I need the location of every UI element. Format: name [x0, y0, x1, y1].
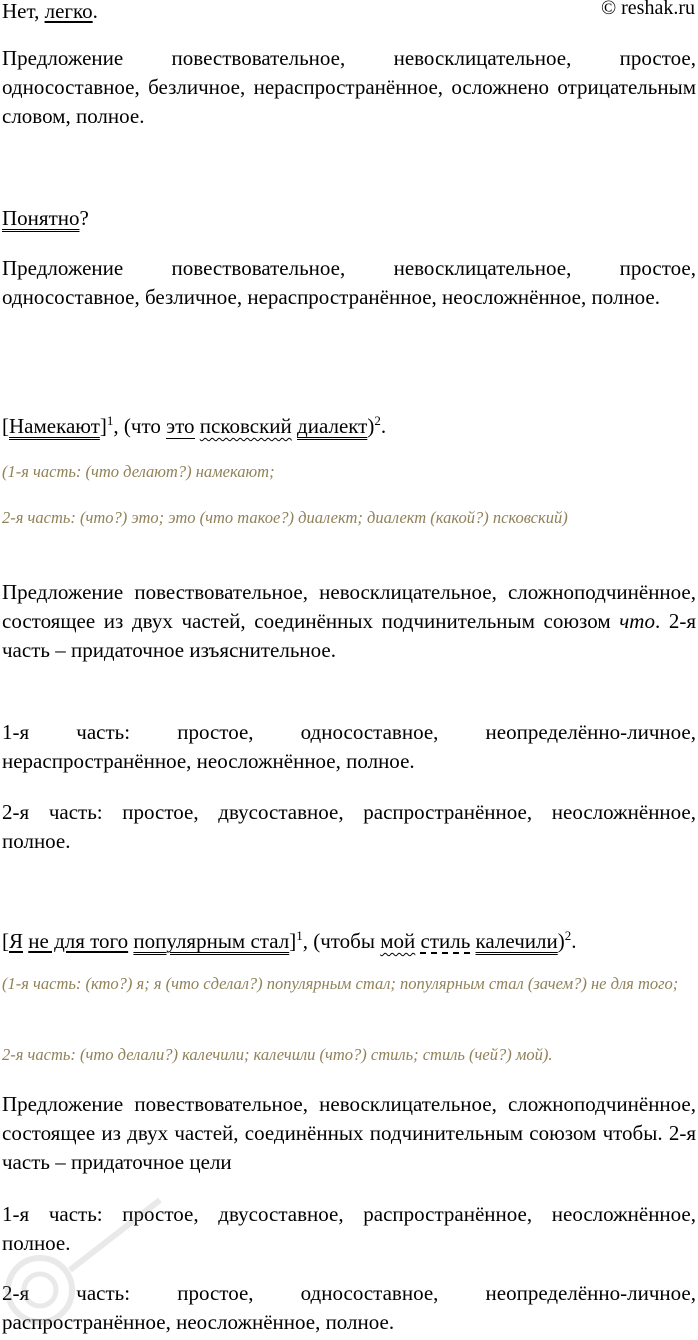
- gloss-4-line-1: (1-я часть: (кто?) я; я (что сделал?) популярным стал; популярным стал (зачем?) не для того;: [2, 974, 679, 993]
- q3-subject: это: [166, 414, 195, 438]
- analysis-3-text: [2, 578, 696, 665]
- q3-mid: , (что: [113, 414, 167, 438]
- q3-bracket-close: ]: [99, 414, 107, 438]
- q4-object: стиль: [420, 929, 471, 953]
- analysis-3-part-2: . 2-я часть – придаточное изъяснительное.: [2, 609, 696, 662]
- analysis-4: [2, 1090, 696, 1177]
- q3-predicate-1: Намекают: [9, 414, 100, 438]
- gloss-4b: [2, 1043, 696, 1067]
- q4-predicate-2: калечили: [475, 929, 558, 953]
- question-4: [2, 927, 696, 956]
- analysis-3-conjunction: что: [619, 609, 655, 633]
- analysis-3a-text: 1-я часть: простое, односоставное, неопределённо-личное, нераспространённое, неосложнённое, полное.: [2, 720, 696, 773]
- analysis-3b: [2, 798, 696, 856]
- analysis-3b-text: 2-я часть: простое, двусоставное, распространённое, неосложнённое, полное.: [2, 800, 696, 853]
- q3-bracket-open: [: [2, 414, 9, 438]
- q1-end: .: [92, 0, 98, 23]
- q3-end: .: [380, 414, 387, 438]
- q4-end: .: [571, 929, 577, 953]
- q1-predicate: легко: [44, 0, 93, 23]
- q4-sup-2: 2: [564, 928, 572, 943]
- q4-mid: , (чтобы: [302, 929, 381, 953]
- analysis-3: [2, 578, 696, 665]
- analysis-1-text: Предложение повествовательное, невосклицательное, простое, односоставное, безличное, нераспространённое, осложнено отрицательным словом, полное.: [2, 46, 696, 128]
- gloss-4: [2, 972, 696, 996]
- q3-sup-1: 1: [106, 413, 114, 428]
- analysis-3a: [2, 718, 696, 776]
- q3-paren-close: ): [367, 414, 375, 438]
- analysis-2: [2, 254, 696, 312]
- gloss-3: [2, 460, 696, 484]
- site-watermark: © reshak.ru: [600, 0, 695, 19]
- q3-attribute: псковский: [199, 414, 292, 438]
- q3-sup-2: 2: [374, 413, 381, 428]
- q4-adverbial: не для того: [28, 929, 129, 953]
- gloss-3-line-1: (1-я часть: (что делают?) намекают;: [2, 462, 275, 481]
- q4-predicate: популярным стал: [133, 929, 290, 953]
- gloss-4-line-2: 2-я часть: (что делали?) калечили; калечили (что?) стиль; стиль (чей?) мой).: [2, 1045, 553, 1064]
- question-2: [2, 204, 696, 233]
- analysis-1: [2, 44, 696, 131]
- question-1: [2, 0, 696, 26]
- q4-attribute: мой: [380, 929, 416, 953]
- watermark-emblem-icon: [0, 1180, 180, 1340]
- analysis-4b-text: 2-я часть: простое, односоставное, неопределённо-личное, распространённое, неосложнённое, полное.: [2, 1281, 696, 1334]
- analysis-4a-text: 1-я часть: простое, двусоставное, распространённое, неосложнённое, полное.: [2, 1202, 696, 1255]
- gloss-3b: [2, 506, 696, 530]
- q2-predicate: Понятно: [2, 206, 80, 230]
- analysis-4-text: Предложение повествовательное, невосклицательное, сложноподчинённое, состоящее из двух частей, соединённых подчинительным союзом чтобы. 2-я часть – придаточное цели: [2, 1092, 696, 1174]
- q1-word: Нет,: [2, 0, 40, 23]
- gloss-3-line-2: 2-я часть: (что?) это; это (что такое?) диалект; диалект (какой?) псковский): [2, 508, 568, 527]
- q2-end: ?: [79, 206, 89, 230]
- q4-sup-1: 1: [296, 928, 303, 943]
- q4-paren-close: ): [557, 929, 565, 953]
- analysis-2-text: Предложение повествовательное, невосклицательное, простое, односоставное, безличное, нераспространённое, неосложнённое, полное.: [2, 256, 696, 309]
- analysis-3-part-1: Предложение повествовательное, невосклицательное, сложноподчинённое, состоящее из двух частей, соединённых подчинительным союзом: [2, 580, 696, 633]
- q4-subject: Я: [9, 929, 24, 953]
- q4-bracket-open: [: [2, 929, 9, 953]
- question-3: [2, 412, 696, 441]
- q4-bracket-close: ]: [289, 929, 297, 953]
- q3-predicate-2: диалект: [297, 414, 368, 438]
